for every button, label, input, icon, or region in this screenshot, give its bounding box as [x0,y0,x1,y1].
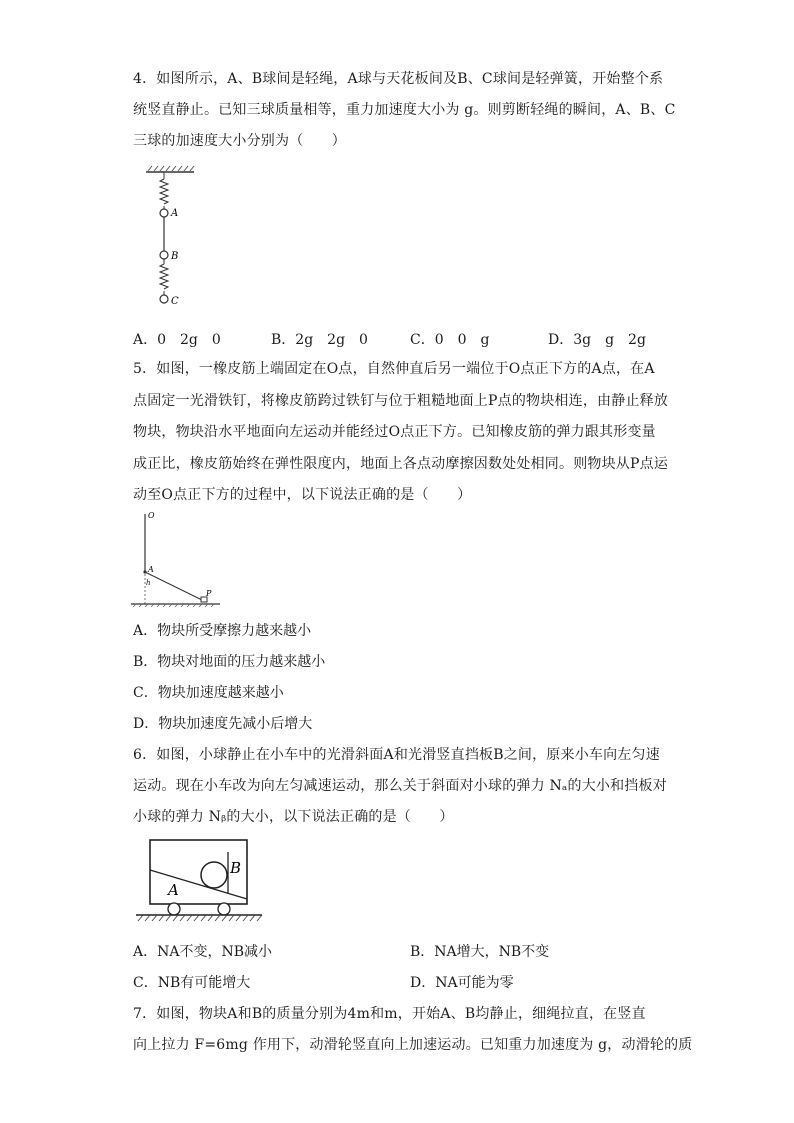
q7-text-line-1: 7．如图，物块A和B的质量分别为4m和m，开始A、B均静止，细绳拉直，在竖直 [133,1006,646,1022]
q6-text-line-1: 6．如图，小球静止在小车中的光滑斜面A和光滑竖直挡板B之间，原来小车向左匀速 [133,747,660,763]
q5-label-o: O [148,511,155,520]
q4-spring-figure [140,163,200,308]
q6-label-b: B [230,859,242,877]
q5-label-h: h [146,579,151,587]
q4-option-b[interactable]: B．2g 2g 0 [271,332,368,348]
q6-cart-figure [134,838,266,928]
q6-label-a: A [168,881,179,899]
q5-text-line-5: 动至O点正下方的过程中，以下说法正确的是（ ） [133,487,472,503]
q4-option-a[interactable]: A．0 2g 0 [133,332,221,348]
q4-label-c: C [171,296,179,307]
q4-label-a: A [171,208,179,219]
q5-label-a: A [148,565,154,574]
q5-text-line-1: 5．如图，一橡皮筋上端固定在O点，自然伸直后另一端位于O点正下方的A点，在A [133,361,655,377]
q5-text-line-2: 点固定一光滑铁钉，将橡皮筋跨过铁钉与位于粗糙地面上P点的物块相连，由静止释放 [133,393,669,409]
q5-option-c[interactable]: C．物块加速度越来越小 [133,685,284,701]
q4-text-line-1: 4．如图所示，A、B球间是轻绳，A球与天花板间及B、C球间是轻弹簧，开始整个系 [133,71,664,87]
q5-option-b[interactable]: B．物块对地面的压力越来越小 [133,654,326,670]
q6-text-line-3: 小球的弹力 Nᵦ的大小，以下说法正确的是（ ） [133,809,454,825]
q5-label-p: P [206,589,212,598]
q6-option-b[interactable]: B．NA增大，NB不变 [410,944,550,960]
q6-option-d[interactable]: D．NA可能为零 [410,975,514,991]
q4-option-d[interactable]: D．3g g 2g [548,332,646,348]
q6-option-a[interactable]: A．NA不变，NB减小 [133,944,273,960]
q4-label-b: B [171,251,179,262]
q4-text-line-2: 统竖直静止。已知三球质量相等，重力加速度大小为 g。则剪断轻绳的瞬间，A、B、C [133,102,676,118]
q5-option-d[interactable]: D．物块加速度先减小后增大 [133,716,313,732]
q4-option-c[interactable]: C．0 0 g [410,332,490,348]
q4-text-line-3: 三球的加速度大小分别为（ ） [133,133,346,149]
q6-text-line-2: 运动。现在小车改为向左匀减速运动，那么关于斜面对小球的弹力 Nₐ的大小和挡板对 [133,778,667,794]
q5-option-a[interactable]: A．物块所受摩擦力越来越小 [133,623,312,639]
q7-text-line-2: 向上拉力 F=6mg 作用下，动滑轮竖直向上加速运动。已知重力加速度为 g，动滑轮的质 [133,1037,693,1053]
q5-text-line-3: 物块，物块沿水平地面向左运动并能经过O点正下方。已知橡皮筋的弹力跟其形变量 [133,424,656,440]
q5-text-line-4: 成正比，橡皮筋始终在弹性限度内，地面上各点动摩擦因数处处相同。则物块从P点运 [133,456,669,472]
q6-option-c[interactable]: C．NB有可能增大 [133,975,251,991]
q5-rubber-band-figure [128,508,228,610]
